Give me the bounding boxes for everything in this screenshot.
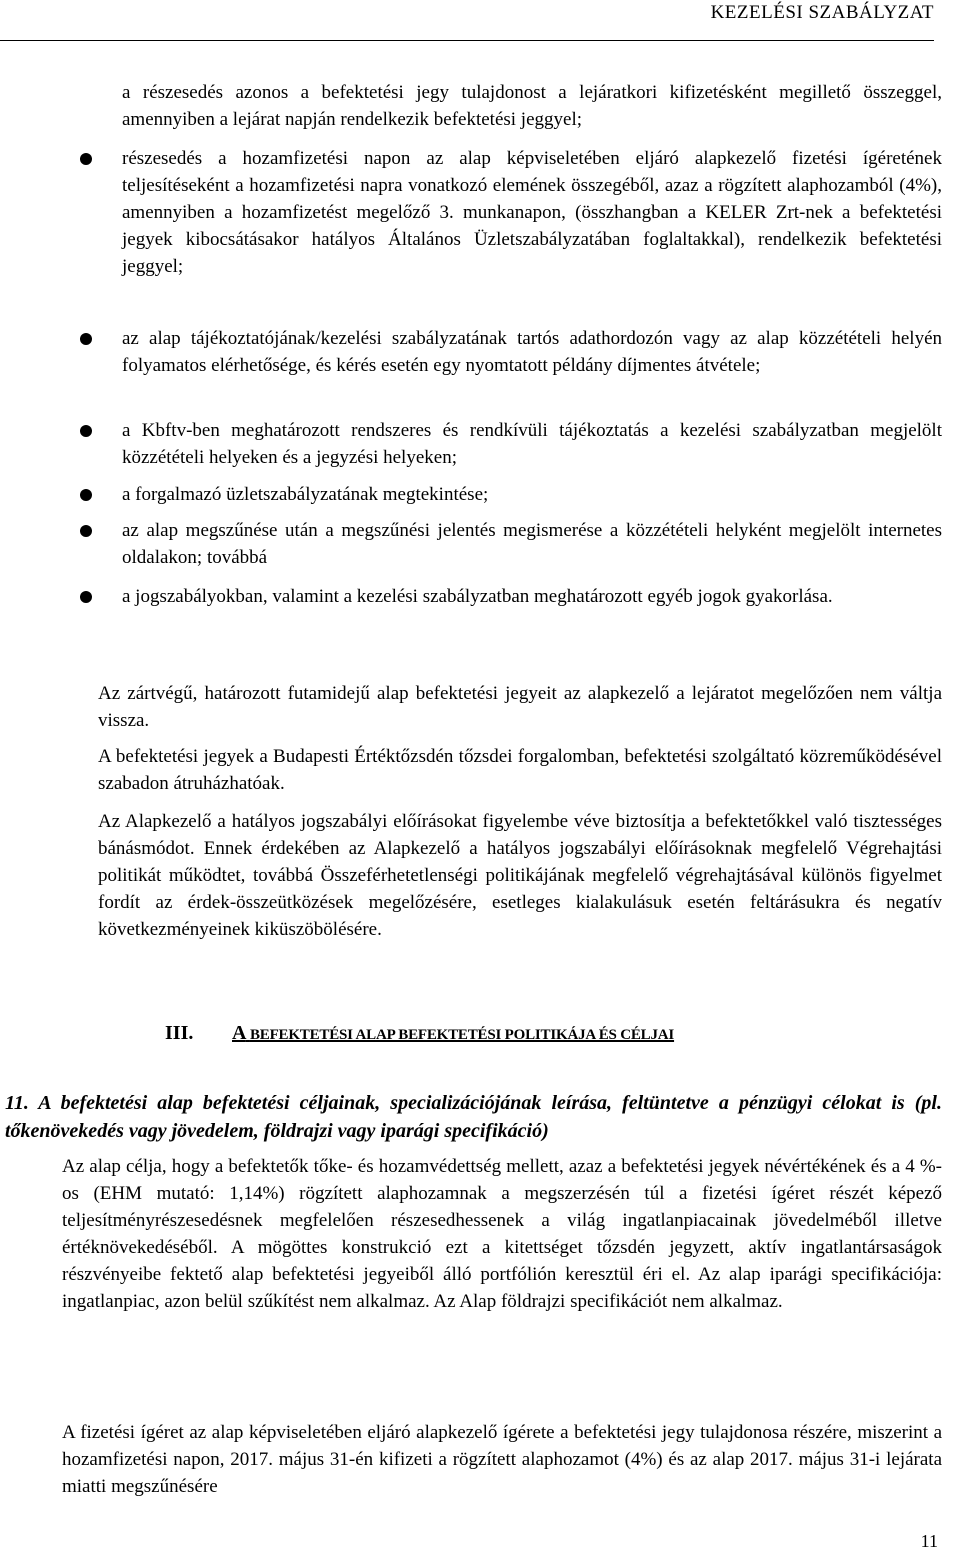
bullet-icon <box>80 333 92 345</box>
transfer-paragraph: A befektetési jegyek a Budapesti Értéktőzsdén tőzsdei forgalomban, befektetési szolgáltató közreműködésével szabadon átruházhatóak. <box>98 746 942 794</box>
payment-promise-paragraph: A fizetési ígéret az alap képviseletében eljáró alapkezelő ígérete a befektetési jegy tulajdonosa részére, miszerint a hozamfizetési napon, 2017. május 31-én kifizeti a rögzített alaphozamot (4%) és az alap 2017. május 31-i lejárata miatti megszűnésére <box>62 1422 942 1497</box>
bullet-icon <box>80 591 92 603</box>
list-item: a Kbftv-ben meghatározott rendszeres és rendkívüli tájékoztatás a kezelési szabályzatban megjelölt közzétételi helyeken és a jegyzési helyeken; <box>122 420 942 468</box>
section-title-rest: BEFEKTETÉSI ALAP BEFEKTETÉSI POLITIKÁJA ÉS CÉLJAI <box>249 1027 675 1043</box>
list-item: az alap tájékoztatójának/kezelési szabályzatának tartós adathordozón vagy az alap közzétételi helyén folyamatos elérhetősége, és kérés esetén egy nyomtatott példány díjmentes átvétele; <box>122 328 942 376</box>
bullet-icon <box>80 525 92 537</box>
investment-goal-paragraph: Az alap célja, hogy a befektetők tőke- és hozamvédettség mellett, azaz a befektetési jegyek névértékének és a 4 %-os (EHM mutató: 1,14%) rögzített alaphozamnak a megszerzésén túl a fizetési ígéret részét képező teljesítményrészesedésnek megfelelően részesedhessenek a világ ingatlanpiacainak jövedelméből illetve értéknövekedéséből. A mögöttes konstrukció ezt a kitettséget tőzsdén jegyzett, aktív ingatlantársaságok részvényeibe fektető alap befektetési jegyeiből álló portfólión keresztül éri el. Az alap iparági specifikációja: ingatlanpiac, azon belül szűkítést nem alkalmaz. Az Alap földrajzi specifikációt nem alkalmaz. <box>62 1156 942 1312</box>
bullet-icon <box>80 153 92 165</box>
section-title <box>232 1022 674 1045</box>
page-number: 11 <box>920 1531 938 1551</box>
list-item: a jogszabályokban, valamint a kezelési szabályzatban meghatározott egyéb jogok gyakorlása. <box>122 586 833 607</box>
bullet-icon <box>80 425 92 437</box>
section-title-initial: A <box>232 1022 246 1044</box>
list-item: részesedés a hozamfizetési napon az alap képviseletében eljáró alapkezelő fizetési ígéretének teljesítéseként a hozamfizetési napra vonatkozó elemének összegéből, azaz a rögzített alaphozamból (4%), amennyiben a hozamfizetést megelőző 3. munkanapon, (összhangban a KELER Zrt-nek a befektetési jegyek kibocsátásakor hatályos Általános Üzletszabályzatában foglaltakkal), rendelkezik befektetési jeggyel; <box>122 148 942 277</box>
fair-treatment-paragraph: Az Alapkezelő a hatályos jogszabályi előírásokat figyelembe véve biztosítja a befektetőkkel való tisztességes bánásmódot. Ennek érdekében az Alapkezelő a hatályos jogszabályi előírásoknak megfelelő Végrehajtási politikát működtet, továbbá Összeférhetetlenségi politikájának megfelelő végrehajtásával különös figyelmet fordít az érdek-összeütközések megelőzésére, esetleges kialakulásuk esetén feltárásukra és negatív következményeinek kiküszöbölésére. <box>98 811 942 940</box>
subsection-heading: 11. A befektetési alap befektetési céljainak, specializációjának leírása, feltüntetve a pénzügyi célokat is (pl. tőkenövekedés vagy jövedelem, földrajzi vagy iparági specifikáció) <box>5 1092 942 1142</box>
header-divider <box>0 40 934 41</box>
list-continuation-text: a részesedés azonos a befektetési jegy tulajdonost a lejáratkori kifizetésként megillető összeggel, amennyiben a lejárat napján rendelkezik befektetési jeggyel; <box>122 82 942 130</box>
bullet-icon <box>80 489 92 501</box>
header-title: KEZELÉSI SZABÁLYZAT <box>710 2 934 23</box>
list-item: a forgalmazó üzletszabályzatának megtekintése; <box>122 484 489 505</box>
redemption-paragraph: Az zártvégű, határozott futamidejű alap befektetési jegyeit az alapkezelő a lejáratot megelőzően nem váltja vissza. <box>98 683 942 731</box>
section-number: III. <box>165 1022 194 1044</box>
list-item: az alap megszűnése után a megszűnési jelentés megismerése a közzétételi helyként megjelölt internetes oldalakon; továbbá <box>122 520 942 568</box>
